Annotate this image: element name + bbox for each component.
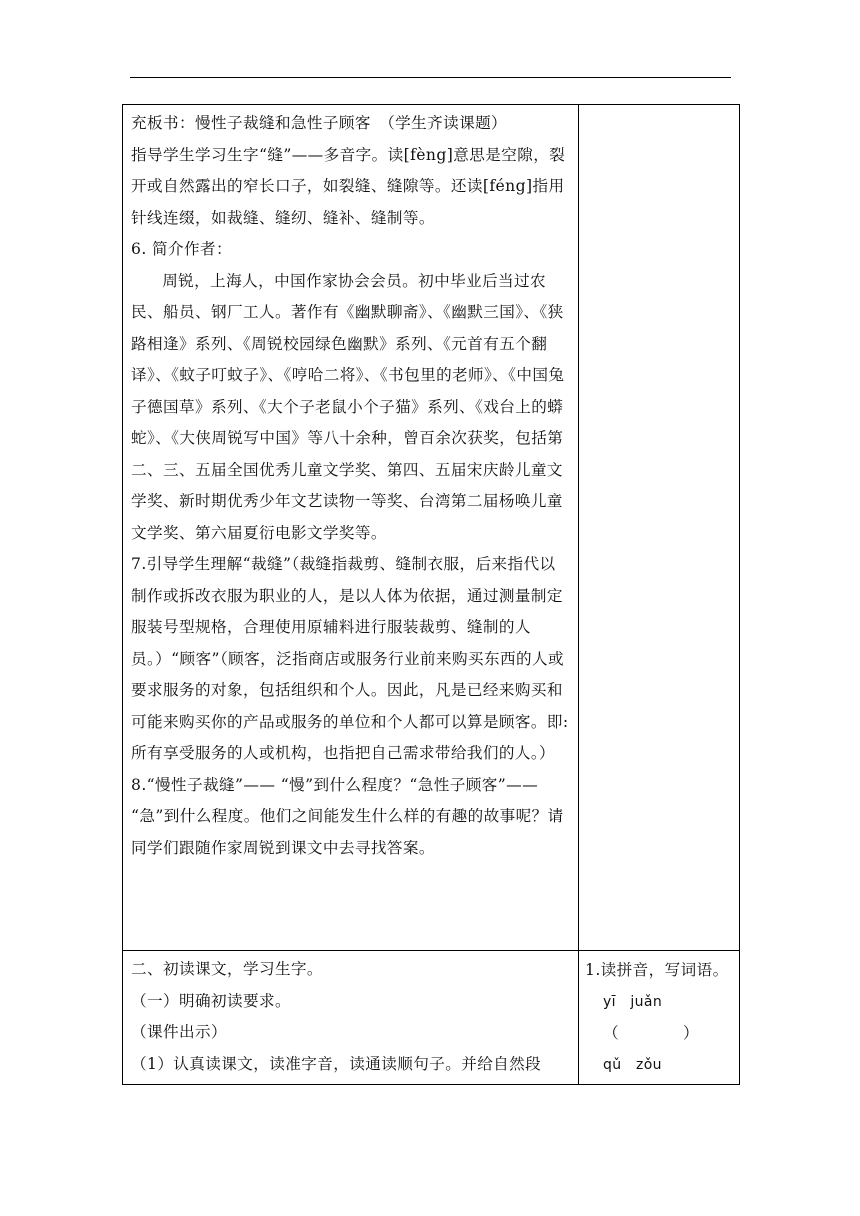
exercise-title: 1.读拼音，写词语。 <box>585 961 729 979</box>
word-explanation: 7.引导学生理解“裁缝”（裁缝指裁剪、缝制衣服，后来指代以制作或拆改衣服为职业的人，是以人体为依据，通过测量制定服装号型规格，合理使用原辅料进行服装裁剪、缝制的人员。）“顾客”（顾客，泛指商店或服务行业前来购买东西的人或要求服务的对象，包括组织和个人。因此，凡是已经来购买和可能来购买你的产品或服务的单位和个人都可以算是顾客。即:所有享受服务的人或机构，也指把自己需求带给我们的人。） <box>131 555 569 762</box>
table-row <box>123 105 740 951</box>
section-heading: 二、初读课文，学习生字。 <box>131 960 323 978</box>
guiding-question: 8.“慢性子裁缝”—— “慢”到什么程度？“急性子顾客”—— “急”到什么程度。他们之间能发生什么样的有趣的故事呢？请同学们跟随作家周锐到课文中去寻找答案。 <box>131 775 564 857</box>
character-guidance: 指导学生学习生字“缝”——多音字。读[fèng]意思是空隙，裂开或自然露出的窄长口子，如裂缝、缝隙等。还读[féng]指用针线连缀，如裁缝、缝纫、缝补、缝制等。 <box>131 145 566 227</box>
board-writing-line: 充板书：慢性子裁缝和急性子顾客 （学生齐读课题） <box>131 114 508 132</box>
table-row <box>123 951 740 1085</box>
author-bio: 周锐，上海人，中国作家协会会员。初中毕业后当过农民、船员、钢厂工人。著作有《幽默聊斋》、《幽默三国》、《狭路相逢》系列、《周锐校园绿色幽默》系列、《元首有五个翻译》、《蚊子叮蚊子》、《哼哈二将》、《书包里的老师》、《中国兔子德国草》系列、《大个子老鼠小个子猫》系列、《戏台上的蟒蛇》、《大侠周锐写中国》等八十余种，曾百余次获奖，包括第二、三、五届全国优秀儿童文学奖、第四、五届宋庆龄儿童文学奖、新时期优秀少年文艺读物一等奖、台湾第二届杨唤儿童文学奖、第六届夏衍电影文学奖等。 <box>131 271 565 542</box>
pinyin-prompt: yī juǎn <box>603 993 663 1010</box>
main-content-cell <box>123 105 579 951</box>
answer-blank: （ ） <box>603 1024 699 1042</box>
lesson-plan-table <box>122 104 740 1085</box>
reading-requirement: （1）认真读课文，读准字音，读通读顺句子。并给自然段 <box>131 1054 542 1073</box>
author-intro-heading: 6. 简介作者： <box>131 240 233 258</box>
exercise-cell <box>579 951 740 1085</box>
subsection-heading: （一）明确初读要求。 <box>131 991 291 1010</box>
courseware-note: （课件出示） <box>131 1023 227 1041</box>
side-note-cell <box>579 105 740 951</box>
pinyin-prompt: qǔ zǒu <box>603 1056 662 1073</box>
header-rule <box>130 77 731 78</box>
main-content-cell <box>123 951 579 1085</box>
